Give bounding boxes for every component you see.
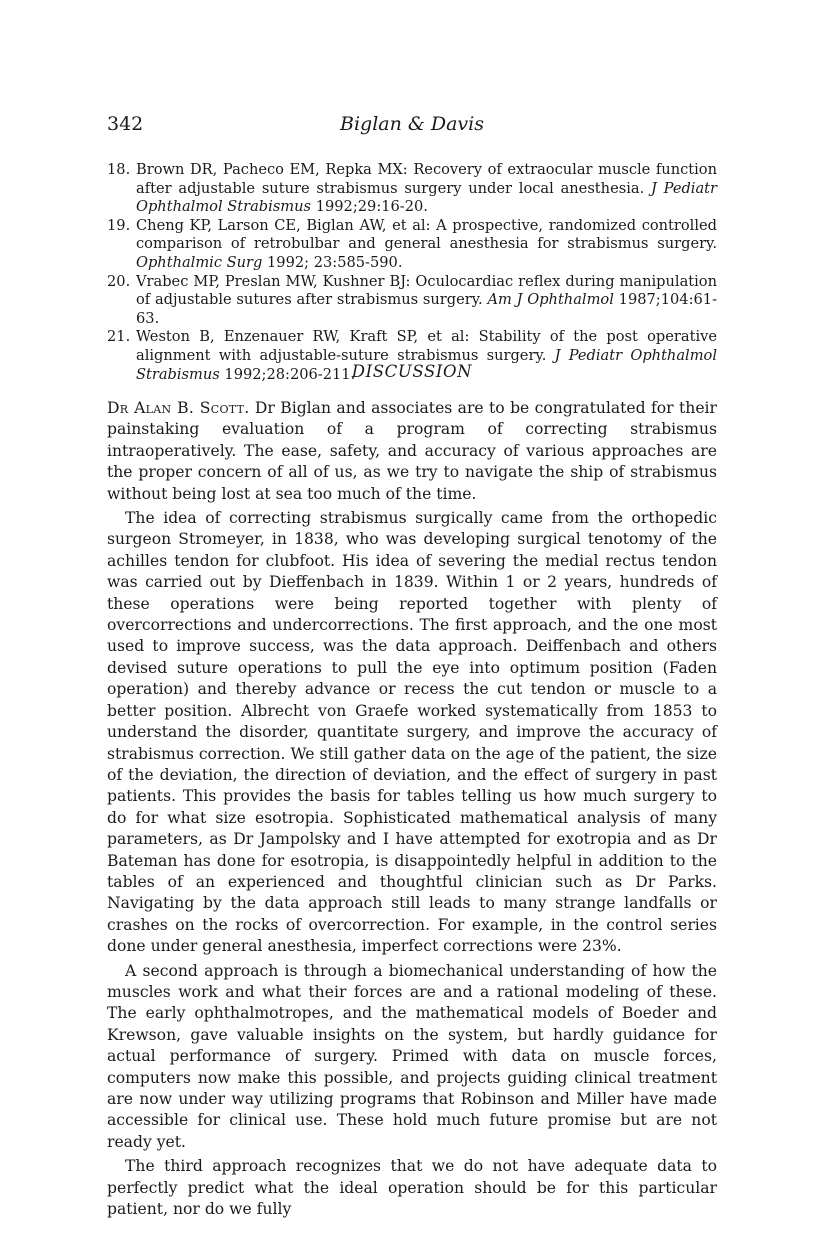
reference-volume: 1992; 23:585-590. bbox=[267, 253, 403, 271]
discussion-heading: DISCUSSION bbox=[351, 362, 473, 381]
discussion-paragraph: A second approach is through a biomechanical understanding of how the muscles work and what their forces are and a rational modeling of these. The early ophthalmotropes, and the mathematical models of Boeder and Krewson, gave valuable insights on the system, but hardly guidance for actual performance of surgery. Primed with data on muscle forces, computers now make this possible, and projects guiding clinical treatment are now under way utilizing programs that Robinson and Miller have made accessible for clinical use. These hold much future promise but are not ready yet. bbox=[107, 961, 717, 1151]
reference-number: 20. bbox=[107, 272, 131, 290]
reference-volume: 1987;104:61-63. bbox=[136, 291, 718, 327]
discussion-paragraph: The third approach recognizes that we do not have adequate data to perfectly predict what the ideal operation should be for this particular patient, nor do we fully bbox=[107, 1157, 717, 1219]
reference-journal: Am J Ophthalmol bbox=[487, 291, 614, 309]
reference-number: 21. bbox=[107, 328, 131, 346]
discussion-paragraph: The idea of correcting strabismus surgically came from the orthopedic surgeon Stromeyer, in 1838, who was developing surgical tenotomy of the achilles tendon for clubfoot. His idea of severing the medial rectus tendon was carried out by Dieffenbach in 1839. Within 1 or 2 years, hundreds of these operations were being reported together with plenty of overcorrections and undercorrections. The first approach, and the one most used to improve success, was the data approach. Deiffenbach and others devised suture operations to pull the eye into optimum position (Faden operation) and thereby advance or recess the cut tendon or muscle to a better position. Albrecht von Graefe worked systematically from 1853 to understand the disorder, quantitate surgery, and improve the accuracy of strabismus correction. We still gather data on the age of the patient, the size of the deviation, the direction of deviation, and the effect of surgery in past patients. This provides the basis for tables telling us how much surgery to do for what size esotropia. Sophisticated mathematical analysis of many parameters, as Dr Jampolsky and I have attempted for exotropia and as Dr Bateman has done for esotropia, is disappointedly helpful in addition to the tables of an experienced and thoughtful clinician such as Dr Parks. Navigating by the data approach still leads to many strange landfalls or crashes on the rocks of overcorrection. For example, in the control series done under general anesthesia, imperfect corrections were 23%. bbox=[107, 509, 717, 956]
reference-journal: Ophthalmic Surg bbox=[136, 253, 263, 271]
reference-number: 18. bbox=[107, 161, 131, 178]
page-number: 342 bbox=[107, 113, 144, 135]
reference-number: 19. bbox=[107, 216, 131, 234]
reference-journal: J Pediatr Ophthalmol Strabismus bbox=[136, 179, 718, 216]
reference-citation: Vrabec MP, Preslan MW, Kushner BJ: Oculocardiac reflex during manipulation of adjustable sutures after strabismus surgery. bbox=[136, 272, 717, 309]
speaker-name: Dr Alan B. Scott. bbox=[107, 399, 250, 417]
reference-volume: 1992;28:206-211. bbox=[224, 365, 356, 383]
page-header bbox=[107, 113, 717, 143]
reference-item bbox=[107, 217, 717, 273]
reference-volume: 1992;29:16-20. bbox=[315, 198, 428, 216]
reference-citation: Cheng KP, Larson CE, Biglan AW, et al: A prospective, randomized controlled comparison of retrobulbar and general anesthesia for strabismus surgery. bbox=[136, 216, 717, 253]
discussion-body bbox=[107, 398, 717, 1223]
reference-citation: Weston B, Enzenauer RW, Kraft SP, et al: Stability of the post operative alignment with adjustable-suture strabismus surgery. bbox=[136, 328, 717, 364]
reference-citation: Brown DR, Pacheco EM, Repka MX: Recovery of extraocular muscle function after adjustable suture strabismus surgery under local anesthesia. bbox=[136, 161, 717, 197]
running-head: Biglan & Davis bbox=[340, 113, 484, 135]
reference-item bbox=[107, 161, 717, 217]
paragraph-text: Dr Biglan and associates are to be congratulated for their painstaking evaluation of a program of correcting strabismus intraoperatively. The ease, safety, and accuracy of various approaches are the proper concern of all of us, as we try to navigate the ship of strabismus without being lost at sea too much of the time. bbox=[107, 399, 717, 503]
discussion-paragraph bbox=[107, 398, 717, 505]
reference-item bbox=[107, 273, 717, 329]
reference-list bbox=[107, 161, 717, 384]
reference-journal: J Pediatr Ophthalmol Strabismus bbox=[136, 346, 717, 383]
